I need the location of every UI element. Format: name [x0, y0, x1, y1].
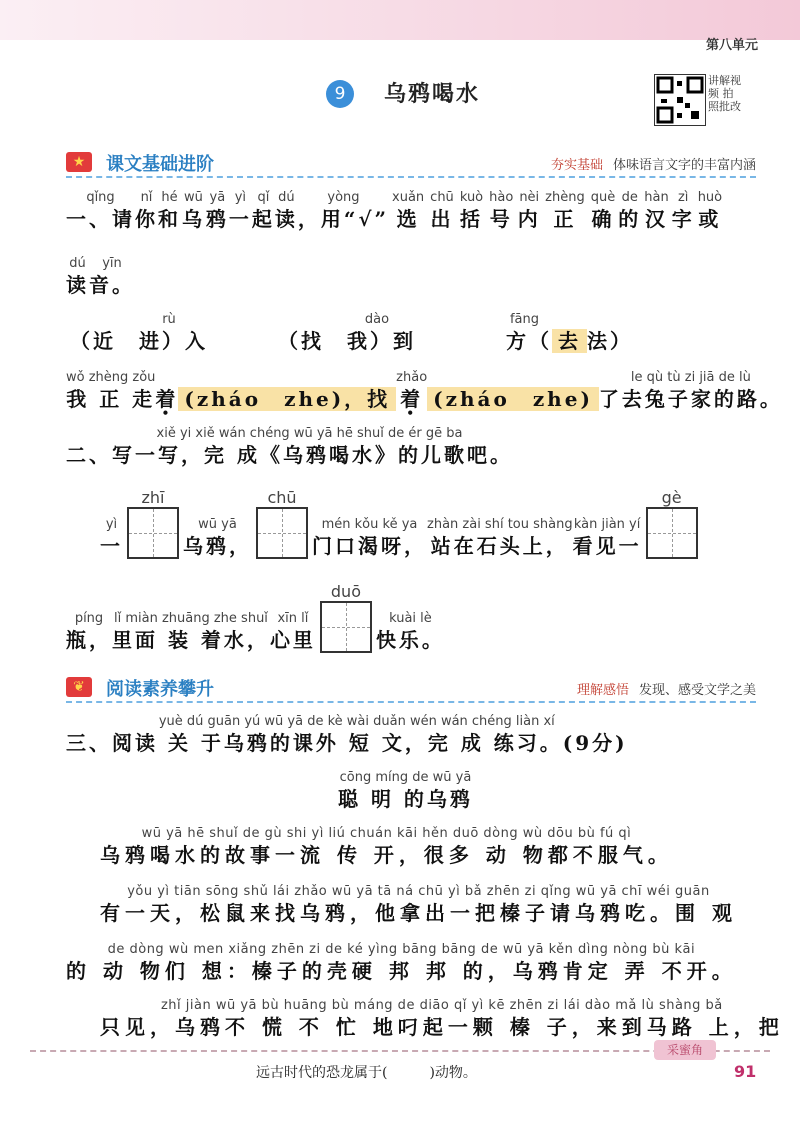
ruby-char: nèi 内 [517, 190, 541, 231]
ruby-char: què 确 [590, 190, 616, 231]
section-title: 阅读素养攀升 [106, 679, 214, 700]
q2-instruction: xiě yi xiě wán chéng wū yā hē shuǐ de ér gē ba 二、写一写，完 成《乌鸦喝水》的儿歌吧。 [66, 426, 513, 467]
unit-label: 第八单元 [705, 38, 758, 53]
write-box[interactable] [320, 601, 372, 653]
q3-instruction: yuè dú guān yú wū yā de kè wài duǎn wén wán chéng liàn xí 三、阅读 关 于乌鸦的课外 短 文，完 成 练习。(9分) [66, 714, 628, 755]
ruby-char: dú 读 [66, 256, 89, 297]
leaf-icon: ❦ [66, 677, 92, 697]
ruby-char: hào 号 [489, 190, 514, 231]
choice-item[interactable]: rù （近 进）入 [70, 312, 208, 353]
poem-row-2: píng 瓶， lǐ miàn zhuāng zhe shuǐ 里面 装 着水， xīn lǐ 心里 duō kuài lè 快乐。 [66, 582, 445, 652]
ruby-char: yòng ，用“√” [297, 190, 390, 231]
ruby-char: zì 字 [671, 190, 695, 231]
star-icon: ★ [66, 152, 92, 172]
choice-item[interactable]: (zháo zhe)，找 [178, 370, 396, 412]
lesson-number: 9 [326, 80, 354, 108]
ruby-char: de 的 [618, 190, 642, 231]
ruby-char: qǐ 起 [251, 190, 275, 231]
header-band [0, 0, 800, 40]
poem-row-1: yì 一 zhī wū yā 乌鸦， chū mén kǒu kě ya 门口渴呀， zhàn zài shí tou shàng 站在石头上， kàn jiàn yí 看见一 gè [100, 488, 702, 559]
choice-item[interactable]: fāng 方（ 去 法） [506, 312, 633, 353]
qr-note: 讲解视频 拍照批改 [708, 74, 741, 113]
choice-row-b: wǒ zhèng zǒu 我 正 走 着 • (zháo zhe)，找 zhǎo 着 • (zháo zhe) le qù tù zi jiā de lù 了去兔子家的路。 [66, 370, 783, 412]
page-number: 91 [734, 1062, 757, 1081]
section-reading [66, 675, 756, 703]
section-basics [66, 150, 756, 178]
write-box[interactable] [256, 507, 308, 559]
choice-item[interactable]: (zháo zhe) [427, 370, 599, 412]
ruby-char: nǐ 你 [135, 190, 158, 231]
q1-instruction-cont [66, 256, 135, 298]
story-title: cōng míng de wū yā 聪 明 的乌鸦 [338, 770, 473, 811]
qr-code-icon[interactable] [654, 74, 706, 126]
choice-row-a [70, 312, 633, 354]
ruby-char: qǐng 一、请 [66, 190, 135, 231]
ruby-char: hàn 汉 [644, 190, 669, 231]
footer-badge: 采蜜角 [654, 1040, 716, 1060]
ruby-char: yīn 音。 [89, 256, 135, 297]
story-line: de dòng wù men xiǎng zhēn zi de ké yìng bāng bāng de wū yā kěn dìng nòng bù kāi 的 动 物们 想：榛子的壳硬 邦 邦 的，乌鸦肯定 弄 不开。 [66, 942, 737, 983]
ruby-char: hé 和 [158, 190, 181, 231]
q1-instruction [66, 190, 725, 232]
section-title: 课文基础进阶 [106, 154, 214, 175]
story-line: yǒu yì tiān sōng shǔ lái zhǎo wū yā tā ná chū yì bǎ zhēn zi qǐng wū yā chī wéi guān 有一天，松鼠来找乌鸦，他拿出一把榛子请乌鸦吃。围 观 [100, 884, 737, 925]
ruby-char: zhèng 正 [545, 190, 585, 231]
story-line: zhǐ jiàn wū yā bù huāng bù máng de diāo qǐ yì kē zhēn zi lái dào mǎ lù shàng bǎ 只见，乌鸦不 慌 不 忙 地叼起一颗 榛 子，来到马路 上，把 [100, 998, 784, 1039]
choice-item[interactable]: dào （找 我）到 [278, 312, 416, 353]
ruby-char: wū 乌 [181, 190, 205, 231]
ruby-char: yā 鸦 [205, 190, 229, 231]
story-line: wū yā hē shuǐ de gù shi yì liú chuán kāi hěn duō dòng wù dōu bù fú qì 乌鸦喝水的故事一流 传 开，很多 动 物都不服气。 [100, 826, 673, 867]
ruby-char: xuǎn 选 [392, 190, 425, 231]
ruby-char: chū 出 [430, 190, 454, 231]
footer-question: 远古时代的恐龙属于( )动物。 [256, 1065, 477, 1081]
ruby-char: yì 一 [228, 190, 252, 231]
ruby-char: huò 或 [697, 190, 723, 231]
write-box[interactable] [646, 507, 698, 559]
lesson-title: 乌鸦喝水 [384, 82, 481, 107]
write-box[interactable] [127, 507, 179, 559]
ruby-char: kuò 括 [459, 190, 484, 231]
ruby-char: dú 读 [274, 190, 298, 231]
section-tags: 理解感悟 发现、感受文学之美 [576, 683, 756, 698]
section-tags: 夯实基础 体味语言文字的丰富内涵 [550, 158, 756, 173]
